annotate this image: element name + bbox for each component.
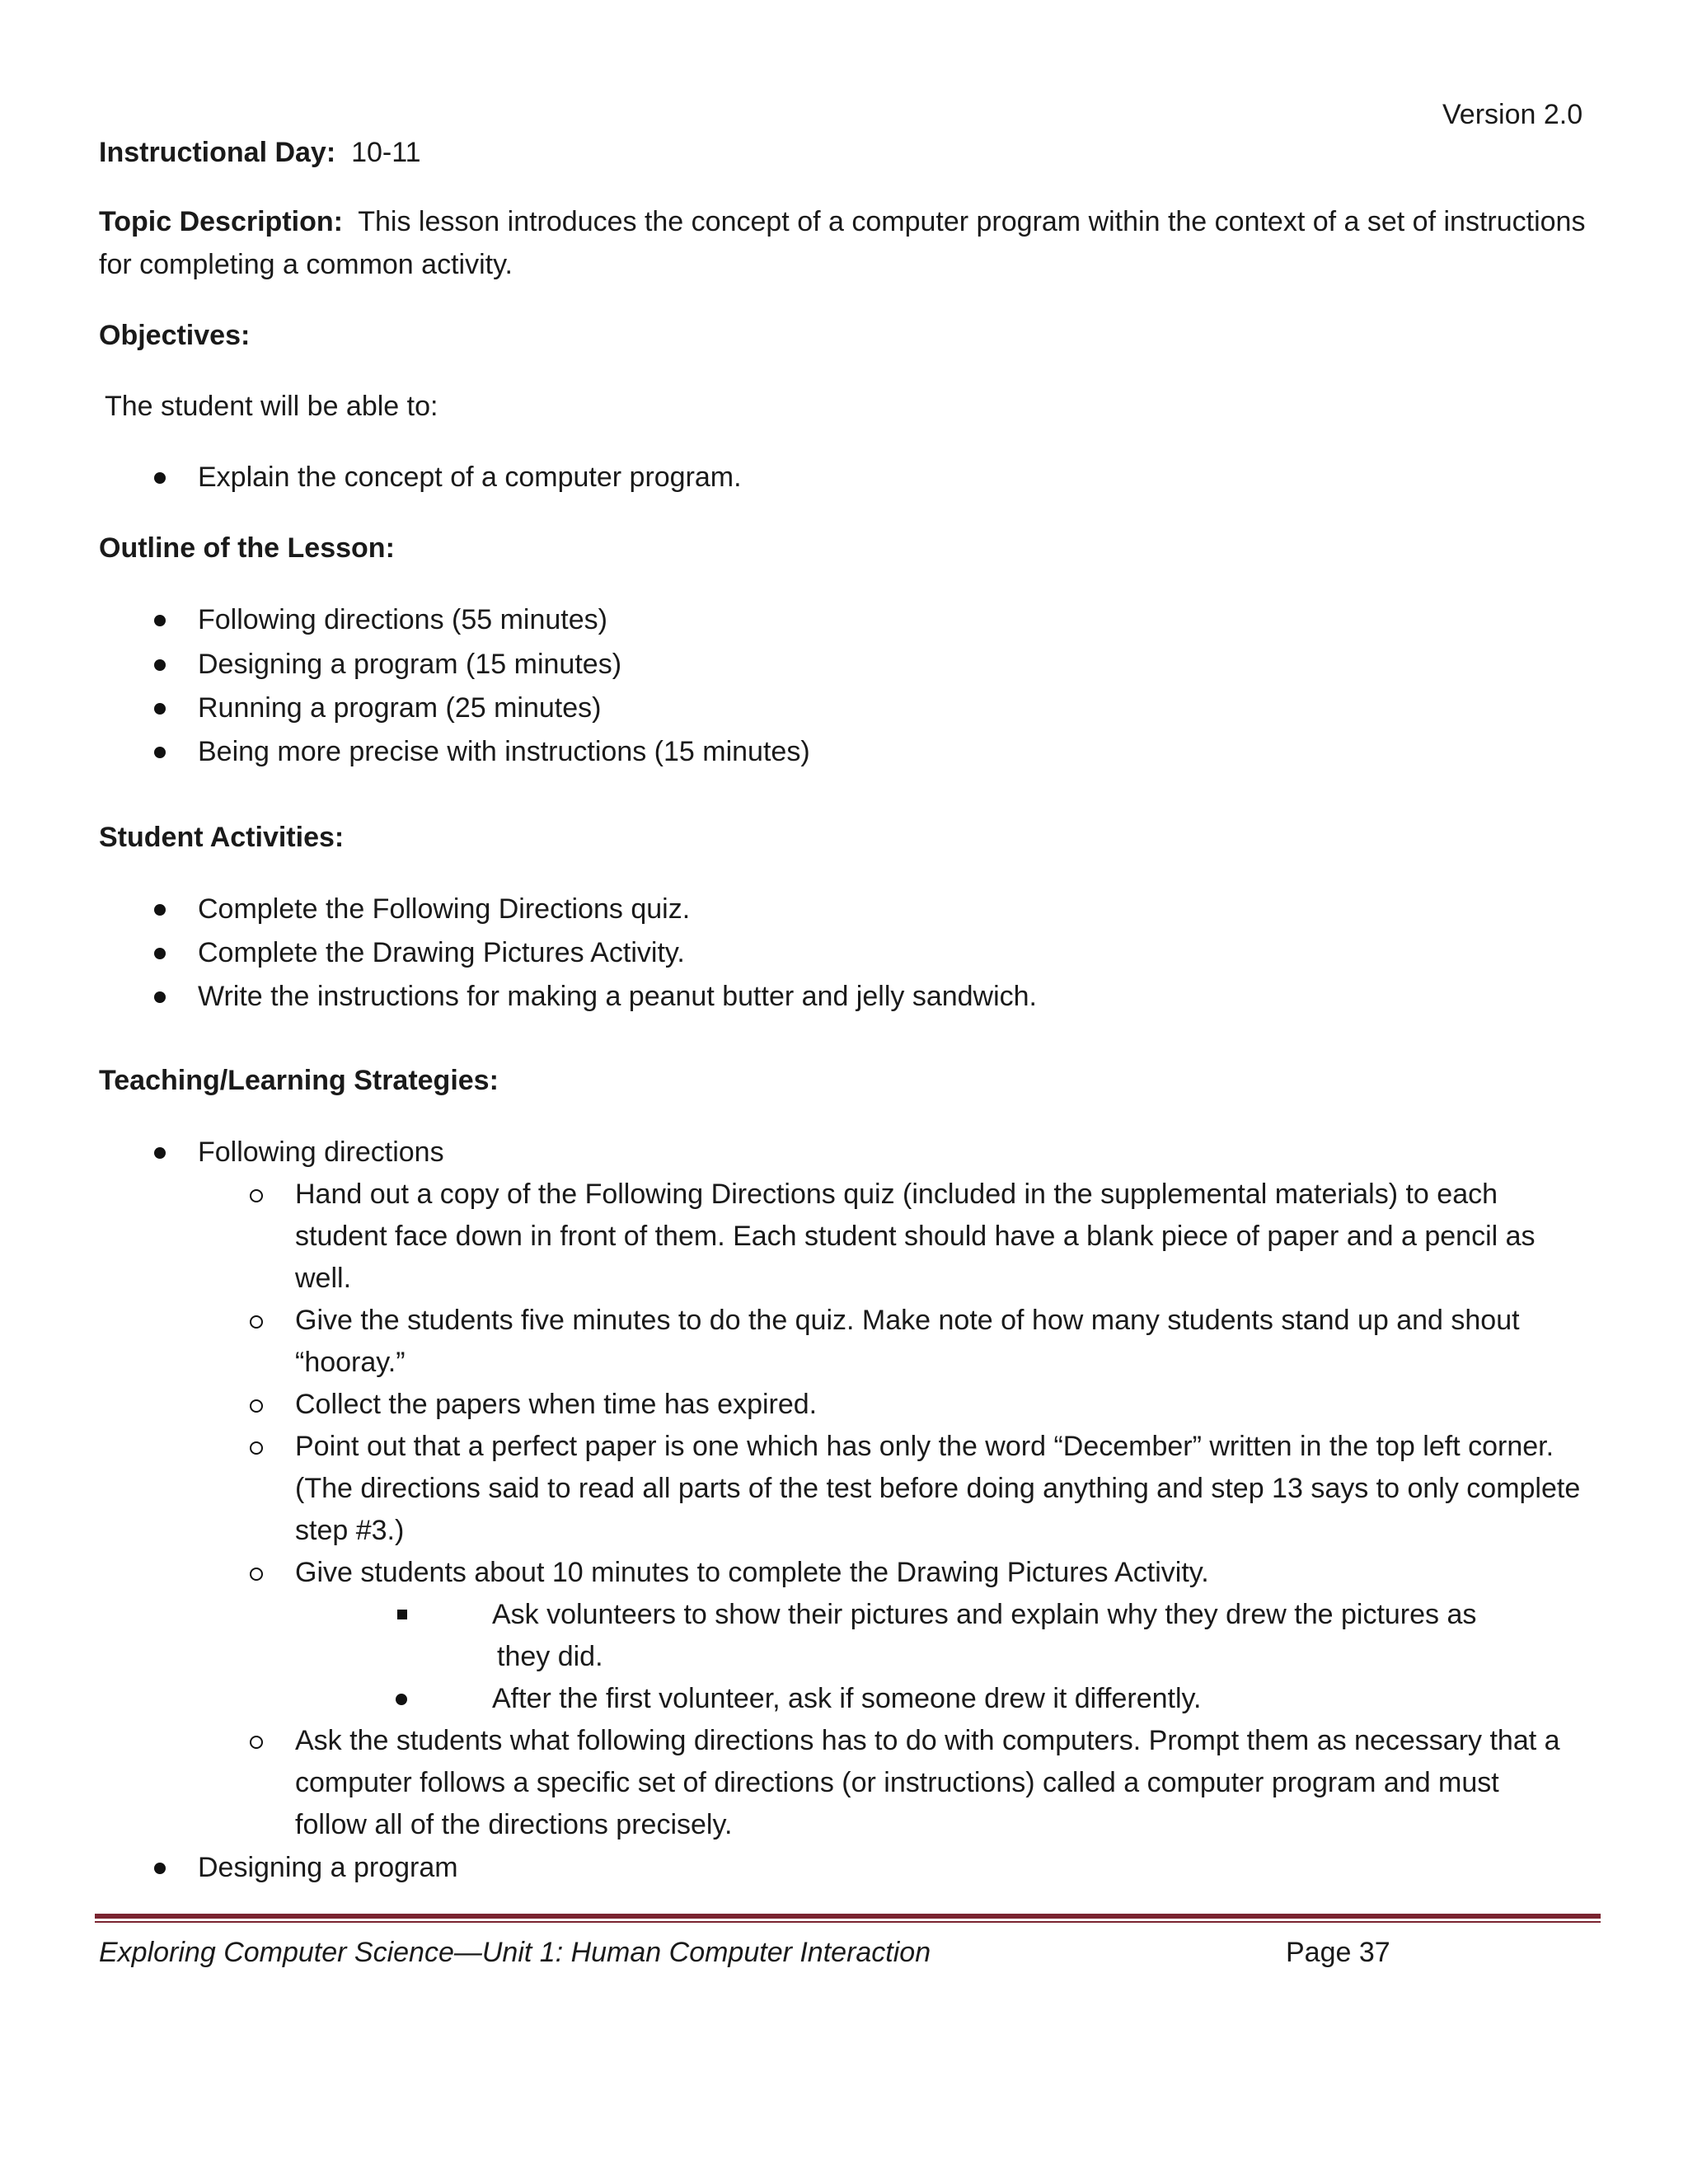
strategy-item: Following directions [198, 1137, 444, 1168]
strategy-subitem: computer follows a specific set of directions (or instructions) called a computer program and must [295, 1767, 1499, 1798]
strategy-subitem: Give the students five minutes to do the quiz. Make note of how many students stand up and shout [295, 1305, 1520, 1336]
circle-bullet-icon [250, 1189, 263, 1202]
strategy-subsubitem: they did. [497, 1641, 603, 1672]
outline-item: Designing a program (15 minutes) [198, 649, 622, 680]
strategy-subsubitem: Ask volunteers to show their pictures and explain why they drew the pictures as [492, 1599, 1477, 1630]
footer-title: Exploring Computer Science—Unit 1: Human Computer Interaction [99, 1937, 931, 1968]
strategy-subitem: well. [295, 1263, 352, 1294]
topic-description-text: This lesson introduces the concept of a computer program within the context of a set of instructions [358, 206, 1586, 237]
instructional-day-label: Instructional Day: [99, 137, 336, 168]
strategy-subsubitem: After the first volunteer, ask if someone drew it differently. [492, 1683, 1202, 1714]
objectives-heading: Objectives: [99, 320, 251, 351]
instructional-day [99, 137, 421, 169]
outline-item: Running a program (25 minutes) [198, 692, 602, 724]
circle-bullet-icon [250, 1736, 263, 1749]
student-activities-heading: Student Activities: [99, 822, 345, 853]
strategy-subitem: step #3.) [295, 1515, 405, 1546]
bullet-icon [396, 1694, 407, 1705]
activity-item: Complete the Drawing Pictures Activity. [198, 937, 685, 968]
footer-divider [95, 1914, 1601, 1919]
square-bullet-icon [397, 1610, 407, 1619]
bullet-icon [154, 991, 166, 1003]
bullet-icon [154, 1863, 166, 1874]
strategy-subitem: student face down in front of them. Each student should have a blank piece of paper and a pencil as [295, 1221, 1536, 1252]
strategy-subitem: Ask the students what following directions has to do with computers. Prompt them as necessary that a [295, 1725, 1560, 1756]
strategy-item: Designing a program [198, 1852, 458, 1883]
strategy-subitem: Point out that a perfect paper is one which has only the word “December” written in the top left corner. [295, 1431, 1554, 1462]
strategy-subitem: Collect the papers when time has expired. [295, 1389, 818, 1420]
strategy-subitem: (The directions said to read all parts of the test before doing anything and step 13 says to only complete [295, 1473, 1581, 1504]
topic-description-line2: for completing a common activity. [99, 249, 513, 280]
bullet-icon [154, 948, 166, 959]
strategy-subitem: Hand out a copy of the Following Directions quiz (included in the supplemental materials) to each [295, 1179, 1498, 1210]
outline-heading: Outline of the Lesson: [99, 532, 395, 564]
objectives-intro: The student will be able to: [105, 391, 438, 422]
strategy-subitem: follow all of the directions precisely. [295, 1809, 733, 1840]
version-label: Version 2.0 [1442, 99, 1583, 130]
circle-bullet-icon [250, 1441, 263, 1455]
outline-item: Following directions (55 minutes) [198, 604, 607, 635]
circle-bullet-icon [250, 1568, 263, 1581]
strategy-subitem: “hooray.” [295, 1347, 406, 1378]
activity-item: Write the instructions for making a peanut butter and jelly sandwich. [198, 981, 1038, 1012]
circle-bullet-icon [250, 1315, 263, 1329]
bullet-icon [154, 472, 166, 484]
objective-item: Explain the concept of a computer program. [198, 462, 742, 493]
topic-description-label: Topic Description: [99, 206, 343, 237]
bullet-icon [154, 615, 166, 626]
footer-divider-thin [95, 1921, 1601, 1923]
strategies-heading: Teaching/Learning Strategies: [99, 1065, 499, 1096]
circle-bullet-icon [250, 1399, 263, 1413]
topic-description-line1 [99, 206, 1585, 238]
strategy-subitem: Give students about 10 minutes to complete the Drawing Pictures Activity. [295, 1557, 1209, 1588]
bullet-icon [154, 703, 166, 715]
instructional-day-value: 10-11 [351, 137, 421, 168]
page-number: Page 37 [1286, 1937, 1390, 1968]
bullet-icon [154, 1147, 166, 1159]
outline-item: Being more precise with instructions (15 minutes) [198, 736, 810, 767]
bullet-icon [154, 659, 166, 671]
bullet-icon [154, 904, 166, 916]
bullet-icon [154, 747, 166, 758]
activity-item: Complete the Following Directions quiz. [198, 893, 691, 925]
